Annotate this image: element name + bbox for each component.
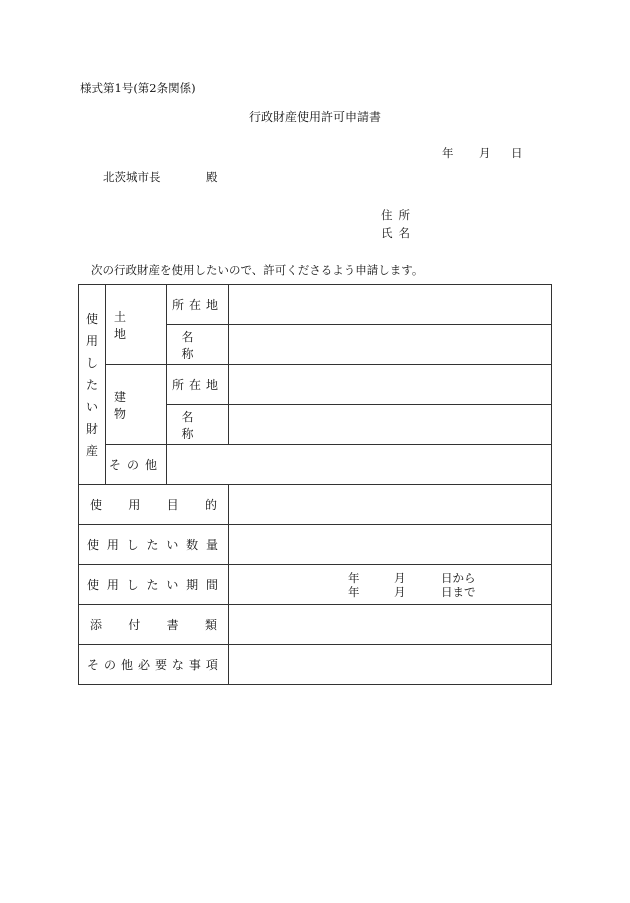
group-char: 用 <box>85 333 98 348</box>
attachments-label <box>79 605 229 645</box>
period-to-day: 日まで <box>441 584 476 599</box>
label-char: し <box>126 578 139 592</box>
label-char: 間 <box>205 578 218 592</box>
table-row <box>79 645 552 685</box>
period-to-line <box>229 585 551 599</box>
building-location-label: 所在地 <box>167 365 229 405</box>
label-char: い <box>166 578 179 592</box>
application-table <box>78 284 552 685</box>
label-char: い <box>166 538 179 552</box>
label-char: 付 <box>128 618 141 632</box>
form-number: 様式第1号(第2条関係) <box>80 81 196 95</box>
label-char: 要 <box>154 658 167 672</box>
label-char: の <box>103 658 116 672</box>
table-row <box>79 605 552 645</box>
label-char: 用 <box>128 498 141 512</box>
date-day-label: 日 <box>511 146 523 160</box>
applicant-address-label: 住所 <box>381 208 416 222</box>
label-char: 使 <box>90 498 103 512</box>
label-char: 用 <box>106 538 119 552</box>
attachments-field[interactable] <box>229 605 552 645</box>
quantity-field[interactable] <box>229 525 552 565</box>
label-char: 量 <box>205 538 218 552</box>
period-from-month: 月 <box>394 570 406 585</box>
label-char: 用 <box>106 578 119 592</box>
land-name-field[interactable] <box>229 325 552 365</box>
period-to-month: 月 <box>394 584 406 599</box>
land-label: 土 地 <box>106 285 167 365</box>
label-char: そ <box>87 658 100 672</box>
period-field[interactable] <box>229 565 552 605</box>
period-from-day: 日から <box>441 570 476 585</box>
table-row <box>79 445 552 485</box>
building-name-field[interactable] <box>229 405 552 445</box>
period-label <box>79 565 229 605</box>
label-char: た <box>146 538 159 552</box>
period-from-year: 年 <box>348 570 360 585</box>
other-matters-label <box>79 645 229 685</box>
table-row <box>79 365 552 405</box>
land-location-field[interactable] <box>229 285 552 325</box>
period-from-line <box>229 571 551 585</box>
label-char: 数 <box>186 538 199 552</box>
label-char: 必 <box>137 658 150 672</box>
table-row <box>79 285 552 325</box>
label-char: た <box>146 578 159 592</box>
quantity-label <box>79 525 229 565</box>
land-name-label: 名 称 <box>167 325 229 365</box>
date-month-label: 月 <box>479 146 491 160</box>
label-char: 使 <box>87 538 100 552</box>
purpose-field[interactable] <box>229 485 552 525</box>
building-label: 建 物 <box>106 365 167 445</box>
label-char: 項 <box>205 658 218 672</box>
building-location-field[interactable] <box>229 365 552 405</box>
label-char: な <box>171 658 184 672</box>
group-char: 使 <box>85 311 98 326</box>
date-year-label: 年 <box>442 146 454 160</box>
request-statement: 次の行政財産を使用したいので、許可くださるよう申請します。 <box>91 263 424 277</box>
label-char: 的 <box>204 498 217 512</box>
group-char: た <box>85 377 98 392</box>
label-char: 他 <box>120 658 133 672</box>
label-char: 書 <box>166 618 179 632</box>
table-row <box>79 525 552 565</box>
label-char: 添 <box>90 618 103 632</box>
label-char: 目 <box>166 498 179 512</box>
applicant-name-label: 氏名 <box>381 226 416 240</box>
addressee-suffix: 殿 <box>206 170 218 184</box>
label-char: 期 <box>186 578 199 592</box>
addressee: 北茨城市長 <box>103 170 161 184</box>
other-property-label: その他 <box>106 445 167 485</box>
land-location-label: 所在地 <box>167 285 229 325</box>
period-to-year: 年 <box>348 584 360 599</box>
label-char: 事 <box>188 658 201 672</box>
label-char: し <box>126 538 139 552</box>
label-char: 使 <box>87 578 100 592</box>
group-char: し <box>85 355 98 370</box>
table-row <box>79 565 552 605</box>
purpose-label <box>79 485 229 525</box>
table-row <box>79 485 552 525</box>
other-matters-field[interactable] <box>229 645 552 685</box>
group-char: 財 <box>85 421 98 436</box>
group-char: い <box>85 399 98 414</box>
label-char: 類 <box>204 618 217 632</box>
other-property-field[interactable] <box>167 445 552 485</box>
group-char: 産 <box>85 443 98 458</box>
building-name-label: 名 称 <box>167 405 229 445</box>
document-title: 行政財産使用許可申請書 <box>248 110 381 124</box>
property-group-label <box>79 285 106 485</box>
